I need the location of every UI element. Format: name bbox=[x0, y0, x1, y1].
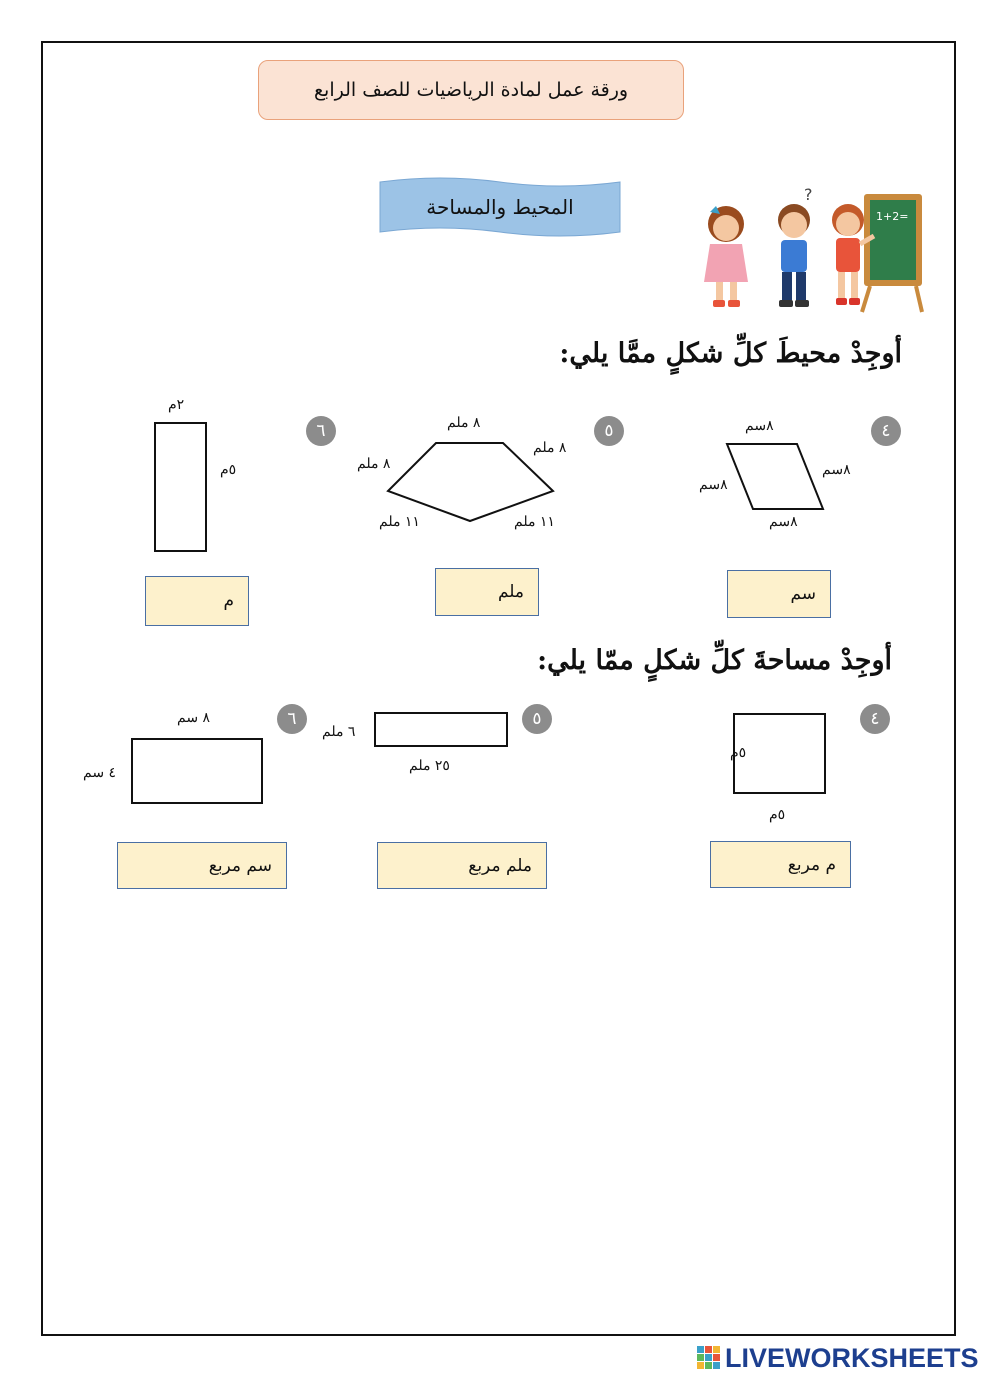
perimeter-rhombus-right-label: ٨سم bbox=[822, 462, 851, 478]
area-square-left-label: ٥م bbox=[730, 745, 747, 761]
svg-text:1+2=: 1+2= bbox=[876, 210, 909, 223]
perimeter-pentagon-lower-right-label: ١١ ملم bbox=[514, 514, 555, 530]
perimeter-item-4-badge: ٤ bbox=[871, 416, 901, 446]
area-answer-5-unit: ملم مربع bbox=[468, 855, 532, 876]
perimeter-pentagon-top-label: ٨ ملم bbox=[447, 415, 481, 431]
area-flat-rectangle-bottom-label: ٢٥ ملم bbox=[409, 758, 450, 774]
area-rectangle-left-label: ٤ سم bbox=[83, 765, 117, 781]
perimeter-answer-6-unit: م bbox=[223, 591, 234, 611]
area-heading: أوجِدْ مساحةَ كلِّ شكلٍ ممّا يلي: bbox=[537, 645, 892, 676]
perimeter-pentagon-lower-left-label: ١١ ملم bbox=[379, 514, 420, 530]
perimeter-rhombus-left-label: ٨سم bbox=[699, 477, 728, 493]
worksheet-title-text: ورقة عمل لمادة الرياضيات للصف الرابع bbox=[313, 79, 629, 101]
perimeter-answer-4-unit: سم bbox=[790, 584, 816, 604]
perimeter-rectangle-right-label: ٥م bbox=[220, 462, 237, 478]
perimeter-pentagon-upper-right-label: ٨ ملم bbox=[533, 440, 567, 456]
perimeter-pentagon-upper-left-label: ٨ ملم bbox=[357, 456, 391, 472]
perimeter-item-6-badge: ٦ bbox=[306, 416, 336, 446]
topic-title: المحيط والمساحة bbox=[426, 195, 574, 219]
perimeter-rhombus-top-label: ٨سم bbox=[745, 418, 774, 434]
area-answer-6[interactable] bbox=[117, 842, 287, 889]
perimeter-heading: أوجِدْ محيطَ كلِّ شكلٍ ممَّا يلي: bbox=[559, 338, 902, 369]
perimeter-item-5-badge: ٥ bbox=[594, 416, 624, 446]
area-answer-4-unit: م مربع bbox=[787, 854, 836, 875]
perimeter-rhombus-bottom-label: ٨سم bbox=[769, 514, 798, 530]
perimeter-rectangle-top-label: ٢م bbox=[168, 397, 185, 413]
svg-text:?: ? bbox=[804, 186, 813, 204]
perimeter-rectangle-shape bbox=[0, 0, 1000, 600]
area-answer-6-unit: سم مربع bbox=[208, 855, 272, 876]
liveworksheets-logo-icon bbox=[697, 1346, 721, 1370]
liveworksheets-logo bbox=[697, 1343, 979, 1373]
area-flat-rectangle-left-label: ٦ ملم bbox=[322, 724, 356, 740]
area-rectangle-top-label: ٨ سم bbox=[177, 710, 211, 726]
perimeter-answer-5-unit: ملم bbox=[497, 582, 524, 602]
liveworksheets-brand-text: LIVEWORKSHEETS bbox=[725, 1342, 979, 1373]
area-item-6-badge: ٦ bbox=[277, 704, 307, 734]
area-item-5-badge: ٥ bbox=[522, 704, 552, 734]
area-square-bottom-label: ٥م bbox=[769, 807, 786, 823]
area-item-4-badge: ٤ bbox=[860, 704, 890, 734]
